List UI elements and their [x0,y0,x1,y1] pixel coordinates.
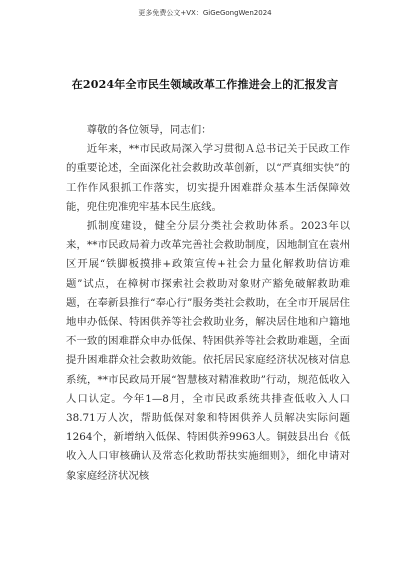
document-body [66,121,350,486]
paragraph-intro: 近年来，**市民政局深入学习贯彻Ａ总书记关于民政工作的重要论述，全面深化社会救助改革创新，以“严真细实快”的工作作风狠抓工作落实，切实提升困难群众基本生活保障效能，兜住兜准兜牢基本民生底线。 [66,143,350,213]
paragraph-system-building: 抓制度建设，健全分层分类社会救助体系。2023年以来，**市民政局着力改革完善社会救助制度，因地制宜在袁州区开展“铁脚板摸排+政策宣传+社会力量化解救助信访难题”试点，在樟树市探索社会救助对象财产豁免破解救助难题，在奉新县推行“奉心行”服务类社会救助，在全市开展居住地申办低保、特困供养等社会救助业务，解决居住地和户籍地不一致的困难群众申办低保、特困供养等社会救助难题，全面提升困难群众社会救助效能。依托居民家庭经济状况核对信息系统，**市民政局开展“智慧核对精准救助”行动，规范低收入人口认定。今年1—8月，全市民政系统共排查低收入人口38.71万人次，帮助低保对象和特困供养人员解决实际问题1264个，新增纳入低保、特困供养9963人。铜鼓县出台《低收入人口审核确认及常态化救助帮扶实施细则》，细化申请对象家庭经济状况核 [66,220,350,482]
salutation: 尊敬的各位领导，同志们： [86,124,212,136]
header-note: 更多免费公文+VX：GiGeGongWen2024 [138,9,272,17]
page-title: 在2024年全市民生领域改革工作推进会上的汇报发言 [71,78,339,91]
